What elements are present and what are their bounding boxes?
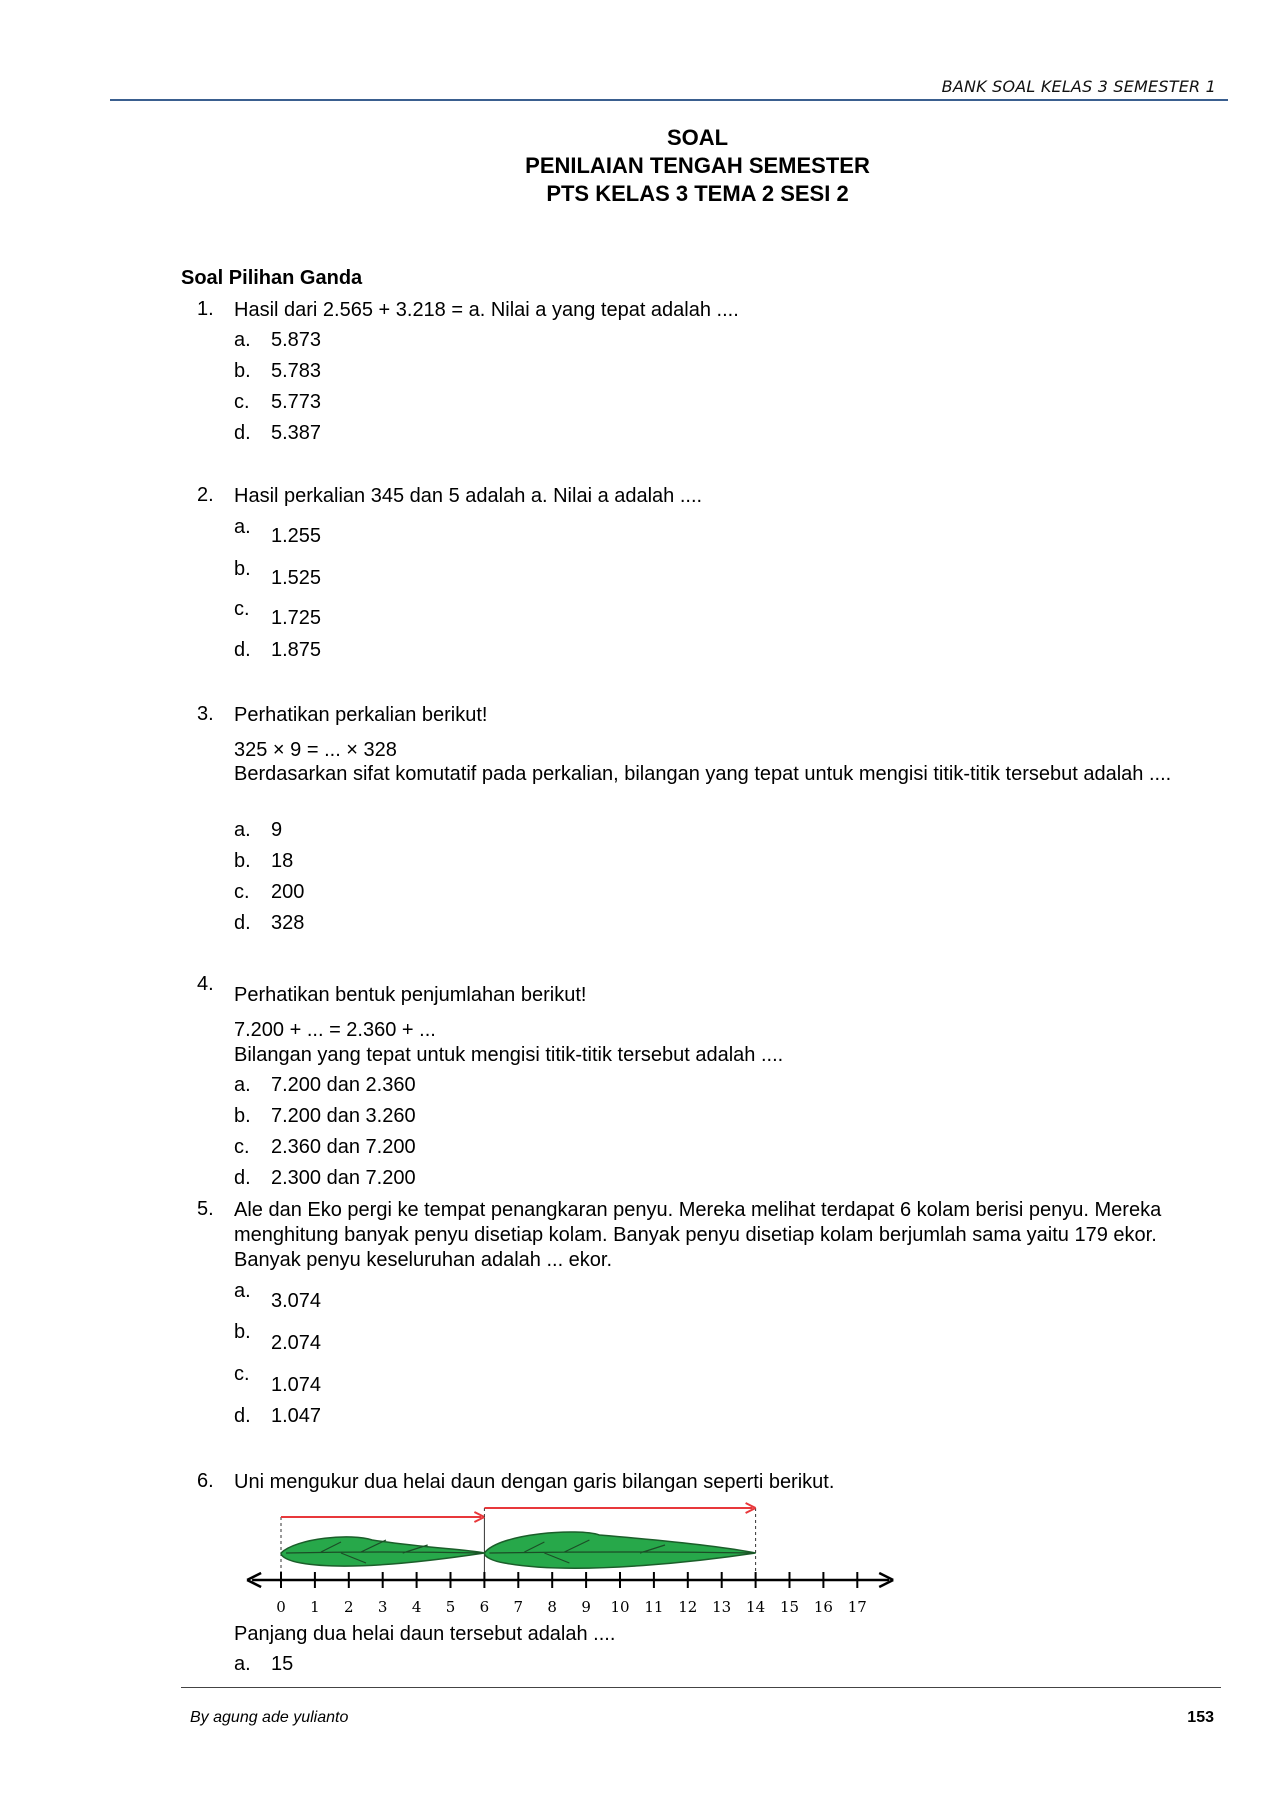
tick-label-10: 10 [610,1598,630,1616]
question-2-option-d-value: 1.875 [271,639,322,661]
leaf-number-line-figure [230,1495,910,1625]
question-3-option-d-value: 328 [271,912,305,934]
title-line-1: SOAL [666,125,729,150]
footer-author: By agung ade yulianto [190,1709,349,1726]
question-1-option-b-value: 5.783 [271,360,322,382]
tick-label-3: 3 [377,1598,388,1616]
header-label: BANK SOAL KELAS 3 SEMESTER 1 [941,77,1216,96]
tick-label-12: 12 [678,1598,698,1616]
question-3-option-a-letter: a. [234,819,251,841]
question-5-option-b-value: 2.074 [271,1332,322,1354]
question-4-equation: 7.200 + ... = 2.360 + ... [234,1019,436,1041]
question-3-option-d-letter: d. [234,912,251,934]
page-number: 153 [1187,1709,1214,1726]
question-4-option-b-letter: b. [234,1105,251,1127]
tick-label-8: 8 [547,1598,557,1616]
question-3-option-b-value: 18 [271,850,294,872]
question-1-option-d-value: 5.387 [271,422,322,444]
question-3-option-b-letter: b. [234,850,251,872]
question-1-option-c-value: 5.773 [271,391,322,413]
footer-divider [181,1687,1221,1688]
question-4-text: Perhatikan bentuk penjumlahan berikut! [234,984,587,1006]
question-1-option-a-letter: a. [234,329,251,351]
tick-label-13: 13 [712,1598,732,1616]
question-3-number: 3. [197,703,214,725]
question-1-option-b-letter: b. [234,360,251,382]
title-line-2: PENILAIAN TENGAH SEMESTER [525,153,870,178]
question-5-option-d-value: 1.047 [271,1405,322,1427]
tick-label-9: 9 [581,1598,591,1616]
question-5-option-c-letter: c. [234,1363,250,1385]
tick-label-1: 1 [310,1598,320,1616]
question-5-option-a-value: 3.074 [271,1290,322,1312]
title-line-3: PTS KELAS 3 TEMA 2 SESI 2 [546,181,849,206]
question-2-option-c-value: 1.725 [271,607,322,629]
page-title [0,124,1272,208]
question-5-option-b-letter: b. [234,1321,251,1343]
question-2-option-a-value: 1.255 [271,525,322,547]
question-5-option-d-letter: d. [234,1405,251,1427]
question-6-prompt: Panjang dua helai daun tersebut adalah .... [234,1623,616,1645]
tick-label-7: 7 [513,1598,524,1616]
question-5-option-a-letter: a. [234,1280,251,1302]
tick-label-6: 6 [479,1598,490,1616]
question-2-option-a-letter: a. [234,516,251,538]
question-1-number: 1. [197,298,214,320]
tick-label-16: 16 [813,1598,833,1616]
tick-label-17: 17 [847,1598,867,1616]
question-4-option-a-letter: a. [234,1074,251,1096]
question-1-option-a-value: 5.873 [271,329,322,351]
question-4-option-d-letter: d. [234,1167,251,1189]
question-2-option-c-letter: c. [234,598,250,620]
question-1-option-c-letter: c. [234,391,250,413]
question-5-number: 5. [197,1198,214,1220]
question-4-prompt: Bilangan yang tepat untuk mengisi titik-titik tersebut adalah .... [234,1044,784,1066]
tick-label-4: 4 [411,1598,422,1616]
question-5-option-c-value: 1.074 [271,1374,322,1396]
question-3-equation: 325 × 9 = ... × 328 [234,739,397,761]
question-4-option-a-value: 7.200 dan 2.360 [271,1074,416,1096]
question-4-option-c-value: 2.360 dan 7.200 [271,1136,416,1158]
question-6-number: 6. [197,1470,214,1492]
question-2-option-b-letter: b. [234,558,251,580]
question-1-option-d-letter: d. [234,422,251,444]
tick-label-2: 2 [344,1598,354,1616]
leaf-2 [484,1532,755,1568]
question-3-option-c-letter: c. [234,881,250,903]
question-3-prompt: Berdasarkan sifat komutatif pada perkalian, bilangan yang tepat untuk mengisi titik-titik tersebut adalah .... [234,763,1172,785]
question-3-option-c-value: 200 [271,881,305,903]
question-1-text: Hasil dari 2.565 + 3.218 = a. Nilai a yang tepat adalah .... [234,299,739,321]
question-5-text: Ale dan Eko pergi ke tempat penangkaran penyu. Mereka melihat terdapat 6 kolam berisi penyu. Mereka menghitung banyak penyu disetiap kolam. Banyak penyu disetiap kolam berjumlah sama yaitu 179 ekor. Banyak penyu keseluruhan adalah ... ekor. [234,1199,1162,1271]
question-2-option-d-letter: d. [234,639,251,661]
question-4-option-c-letter: c. [234,1136,250,1158]
question-4-option-b-value: 7.200 dan 3.260 [271,1105,416,1127]
section-heading: Soal Pilihan Ganda [181,267,363,289]
tick-label-5: 5 [445,1598,456,1616]
question-6-text: Uni mengukur dua helai daun dengan garis bilangan seperti berikut. [234,1471,835,1493]
tick-label-14: 14 [746,1598,766,1616]
header-divider [110,99,1228,101]
question-2-number: 2. [197,484,214,506]
question-6-option-a-value: 15 [271,1653,294,1675]
question-6-option-a-letter: a. [234,1653,251,1675]
question-3-option-a-value: 9 [271,819,283,841]
question-3-text: Perhatikan perkalian berikut! [234,704,488,726]
question-2-option-b-value: 1.525 [271,567,322,589]
question-4-number: 4. [197,973,214,995]
tick-label-11: 11 [644,1598,664,1616]
question-4-option-d-value: 2.300 dan 7.200 [271,1167,416,1189]
question-2-text: Hasil perkalian 345 dan 5 adalah a. Nilai a adalah .... [234,485,703,507]
tick-label-15: 15 [779,1598,800,1616]
tick-label-0: 0 [276,1598,286,1616]
